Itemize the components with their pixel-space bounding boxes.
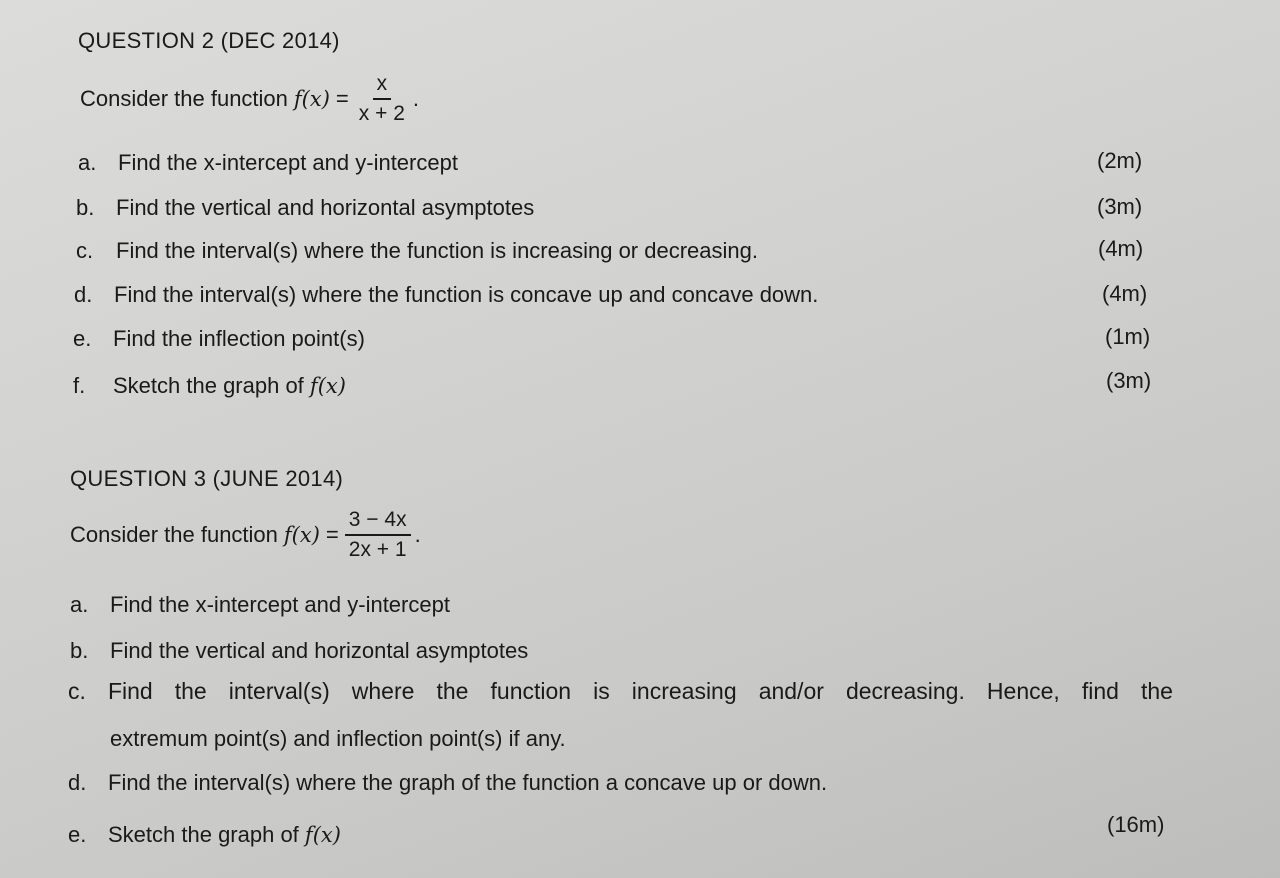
q3-item-c-letter: c. (68, 678, 86, 704)
q2-item-e (73, 326, 365, 352)
q3-item-e-letter: e. (68, 822, 87, 847)
q3-numerator: 3 − 4x (345, 508, 411, 536)
q2-item-b (76, 195, 534, 221)
q3-item-b-letter: b. (70, 638, 89, 663)
q3-item-c-word: decreasing. (845, 678, 965, 704)
q3-item-b-text: Find the vertical and horizontal asymptotes (110, 638, 529, 663)
q2-item-b-marks: (3m) (1097, 194, 1143, 219)
q3-item-c-word: interval(s) (228, 678, 330, 704)
q2-item-a-letter: a. (78, 150, 97, 175)
q3-total-marks: (16m) (1107, 812, 1165, 837)
q2-denominator: x + 2 (358, 102, 405, 125)
q2-item-f-letter: f. (73, 373, 86, 398)
q3-item-c-word: is (593, 678, 610, 704)
q2-item-f-function: f(x) (309, 374, 346, 398)
q2-item-a (78, 150, 458, 176)
q3-item-e (68, 822, 341, 848)
q2-equals: = (335, 86, 349, 111)
q3-item-c-word: Hence, (986, 678, 1060, 704)
q3-item-c-word: find (1081, 678, 1119, 704)
q2-period: . (412, 86, 420, 111)
q2-item-a-text: Find the x-intercept and y-intercept (118, 150, 458, 175)
q3-item-c-word: Find (107, 678, 153, 704)
q3-item-b (70, 638, 528, 664)
q3-heading: QUESTION 3 (JUNE 2014) (70, 466, 344, 491)
q2-fraction (355, 72, 409, 126)
q2-item-b-letter: b. (76, 195, 95, 220)
q2-item-e-marks: (1m) (1105, 324, 1151, 349)
q3-item-c-word: and/or (758, 678, 824, 704)
q2-item-d-letter: d. (74, 282, 93, 307)
q3-item-d-letter: d. (68, 770, 87, 795)
q2-f-label: f(x) (293, 87, 330, 111)
q3-item-c (68, 678, 1173, 705)
q2-item-b-text: Find the vertical and horizontal asymptotes (116, 195, 535, 220)
q2-item-c-marks: (4m) (1098, 236, 1144, 261)
q2-numerator: x (373, 72, 392, 100)
q2-item-a-marks: (2m) (1097, 148, 1143, 173)
q2-heading: QUESTION 2 (DEC 2014) (78, 28, 340, 53)
q3-item-c-word: increasing (631, 678, 737, 704)
q3-item-c-word: the (174, 678, 207, 704)
q3-equals: = (325, 522, 339, 547)
q3-item-c-word: where (351, 678, 415, 704)
q2-item-c-text: Find the interval(s) where the function is increasing or decreasing. (116, 238, 758, 263)
q3-f-label: f(x) (283, 523, 320, 547)
q3-period: . (414, 522, 421, 547)
q3-item-e-function: f(x) (304, 823, 341, 847)
q3-item-e-text: Sketch the graph of (108, 822, 299, 847)
q3-item-d (68, 770, 827, 796)
q2-item-e-letter: e. (73, 326, 92, 351)
q3-fraction (345, 508, 411, 562)
q2-item-d (74, 282, 818, 308)
q3-item-c-continuation: extremum point(s) and inflection point(s) if any. (110, 726, 566, 751)
q2-item-d-marks: (4m) (1102, 281, 1148, 306)
q2-item-f-marks: (3m) (1106, 368, 1152, 393)
q3-item-d-text: Find the interval(s) where the graph of the function a concave up or down. (108, 770, 828, 795)
q3-item-c-word: the (1140, 678, 1173, 704)
q2-function-statement (80, 72, 419, 126)
q2-item-f (73, 373, 346, 399)
q3-item-c-word: the (436, 678, 469, 704)
q2-item-c (76, 238, 758, 264)
q3-item-a-text: Find the x-intercept and y-intercept (110, 592, 450, 617)
q3-item-c-word: function (490, 678, 572, 704)
q3-function-statement (70, 508, 421, 562)
q2-item-e-text: Find the inflection point(s) (113, 326, 365, 351)
q3-item-a-letter: a. (70, 592, 89, 617)
q2-item-c-letter: c. (76, 238, 94, 263)
q2-intro-text: Consider the function (80, 86, 288, 111)
q3-intro-text: Consider the function (70, 522, 278, 547)
q2-item-d-text: Find the interval(s) where the function is concave up and concave down. (114, 282, 819, 307)
q3-item-c-line (68, 678, 1173, 705)
q2-item-f-text: Sketch the graph of (113, 373, 304, 398)
q3-item-a (70, 592, 450, 618)
q3-denominator: 2x + 1 (348, 538, 407, 561)
